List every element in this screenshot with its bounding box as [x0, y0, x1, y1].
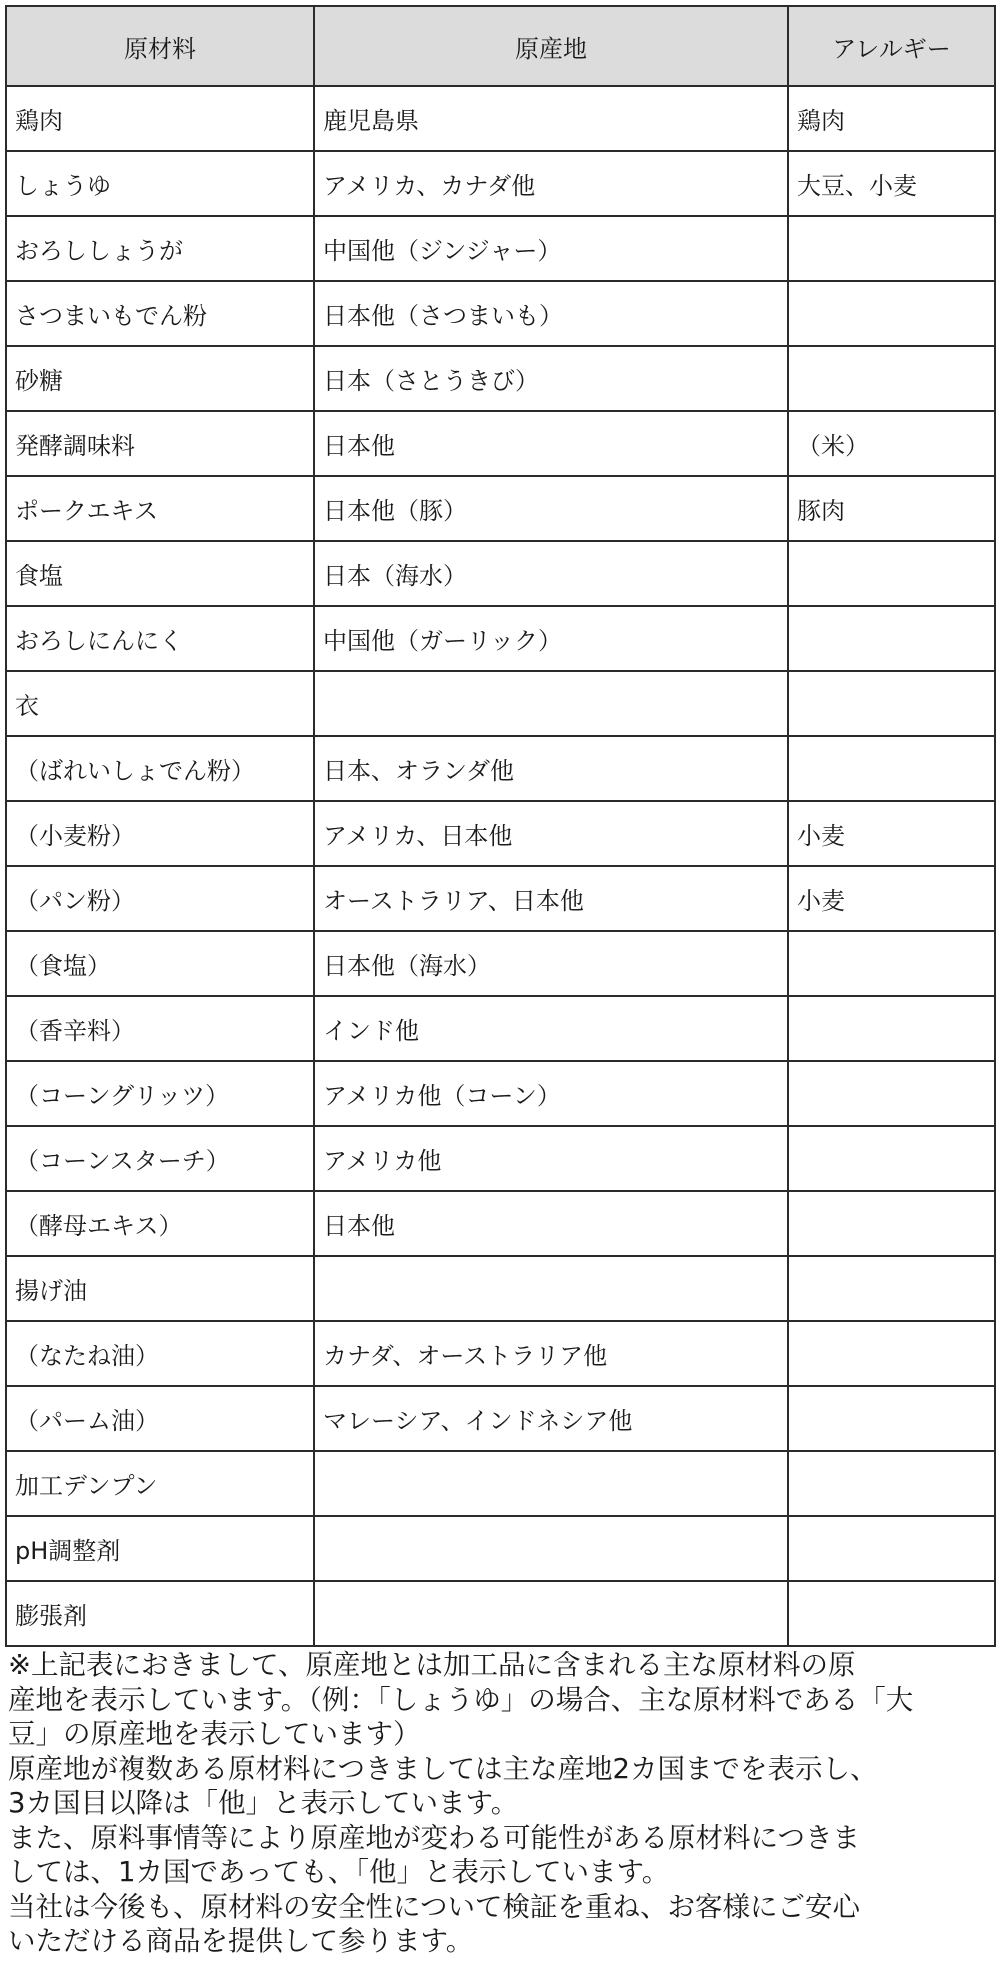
origin-cell: 日本他 — [314, 1191, 788, 1256]
origin-cell — [314, 1581, 788, 1646]
origin-cell: アメリカ他（コーン） — [314, 1061, 788, 1126]
ingredient-cell: （酵母エキス） — [6, 1191, 314, 1256]
table-row — [6, 1256, 995, 1321]
header-ingredient: 原材料 — [6, 6, 314, 86]
allergy-cell — [788, 1321, 995, 1386]
allergy-cell — [788, 541, 995, 606]
origin-cell — [314, 671, 788, 736]
allergy-cell — [788, 1451, 995, 1516]
table-row — [6, 86, 995, 151]
table-row — [6, 1191, 995, 1256]
table-row — [6, 1516, 995, 1581]
origin-cell: 日本他（海水） — [314, 931, 788, 996]
ingredient-cell: （小麦粉） — [6, 801, 314, 866]
header-origin: 原産地 — [314, 6, 788, 86]
table-row — [6, 1581, 995, 1646]
table-row — [6, 281, 995, 346]
allergy-cell: 小麦 — [788, 866, 995, 931]
allergy-cell — [788, 346, 995, 411]
allergy-cell: 鶏肉 — [788, 86, 995, 151]
table-row — [6, 1061, 995, 1126]
table-row — [6, 411, 995, 476]
footnote-line: いただける商品を提供して参ります。 — [8, 1925, 474, 1957]
table-row — [6, 216, 995, 281]
allergy-cell — [788, 931, 995, 996]
footnote-line: 当社は今後も、原材料の安全性について検証を重ね、お客様にご安心 — [8, 1890, 860, 1923]
ingredient-cell: しょうゆ — [6, 151, 314, 216]
allergy-cell — [788, 1256, 995, 1321]
origin-cell: 日本（さとうきび） — [314, 346, 788, 411]
allergy-cell: （米） — [788, 411, 995, 476]
origin-cell: カナダ、オーストラリア他 — [314, 1321, 788, 1386]
origin-cell: 中国他（ジンジャー） — [314, 216, 788, 281]
allergy-cell — [788, 1516, 995, 1581]
footnote-text — [8, 1648, 994, 1959]
allergy-cell: 大豆、小麦 — [788, 151, 995, 216]
ingredient-cell: 衣 — [6, 671, 314, 736]
allergy-cell — [788, 1581, 995, 1646]
origin-cell: マレーシア、インドネシア他 — [314, 1386, 788, 1451]
table-row — [6, 736, 995, 801]
ingredient-cell: 揚げ油 — [6, 1256, 314, 1321]
table-row — [6, 1386, 995, 1451]
table-row — [6, 346, 995, 411]
allergy-cell — [788, 216, 995, 281]
ingredient-cell: 砂糖 — [6, 346, 314, 411]
table-row — [6, 671, 995, 736]
ingredient-cell: （コーングリッツ） — [6, 1061, 314, 1126]
allergy-cell — [788, 996, 995, 1061]
origin-cell: アメリカ、日本他 — [314, 801, 788, 866]
origin-cell: 日本他 — [314, 411, 788, 476]
table-row — [6, 1321, 995, 1386]
origin-cell: 鹿児島県 — [314, 86, 788, 151]
table-row — [6, 541, 995, 606]
table-row — [6, 151, 995, 216]
ingredient-cell: （なたね油） — [6, 1321, 314, 1386]
ingredient-cell: 鶏肉 — [6, 86, 314, 151]
origin-cell — [314, 1256, 788, 1321]
ingredient-cell: （食塩） — [6, 931, 314, 996]
table-row — [6, 866, 995, 931]
footnote-line: 3カ国目以降は「他」と表示しています。 — [8, 1787, 519, 1819]
ingredient-cell: （ばれいしょでん粉） — [6, 736, 314, 801]
allergy-cell — [788, 606, 995, 671]
ingredient-cell: 加工デンプン — [6, 1451, 314, 1516]
allergy-cell: 小麦 — [788, 801, 995, 866]
allergy-cell: 豚肉 — [788, 476, 995, 541]
ingredient-cell: ポークエキス — [6, 476, 314, 541]
footnote-line: 原産地が複数ある原材料につきましては主な産地2カ国までを表示し、 — [8, 1752, 878, 1785]
allergy-cell — [788, 1191, 995, 1256]
allergy-cell — [788, 671, 995, 736]
ingredient-cell: （パン粉） — [6, 866, 314, 931]
allergy-cell — [788, 1061, 995, 1126]
footnote-line: ※上記表におきまして、原産地とは加工品に含まれる主な原材料の原 — [8, 1649, 856, 1681]
ingredient-cell: さつまいもでん粉 — [6, 281, 314, 346]
table-body — [6, 86, 995, 1646]
origin-cell: アメリカ、カナダ他 — [314, 151, 788, 216]
origin-cell: アメリカ他 — [314, 1126, 788, 1191]
footnote-line: 産地を表示しています。（例：「しょうゆ」の場合、主な原材料である「大 — [8, 1683, 914, 1716]
table-header-row — [6, 6, 995, 86]
origin-cell: 中国他（ガーリック） — [314, 606, 788, 671]
allergy-cell — [788, 736, 995, 801]
origin-cell: 日本他（豚） — [314, 476, 788, 541]
table-row — [6, 996, 995, 1061]
ingredient-cell: pH調整剤 — [6, 1516, 314, 1581]
ingredient-cell: （香辛料） — [6, 996, 314, 1061]
origin-cell: 日本他（さつまいも） — [314, 281, 788, 346]
table-row — [6, 801, 995, 866]
ingredient-cell: （パーム油） — [6, 1386, 314, 1451]
allergy-cell — [788, 1126, 995, 1191]
origin-cell — [314, 1451, 788, 1516]
table-row — [6, 931, 995, 996]
allergy-cell — [788, 281, 995, 346]
allergy-cell — [788, 1386, 995, 1451]
table-row — [6, 1126, 995, 1191]
ingredient-cell: 発酵調味料 — [6, 411, 314, 476]
origin-cell: インド他 — [314, 996, 788, 1061]
origin-cell: オーストラリア、日本他 — [314, 866, 788, 931]
ingredient-cell: （コーンスターチ） — [6, 1126, 314, 1191]
origin-cell — [314, 1516, 788, 1581]
table-row — [6, 476, 995, 541]
table-row — [6, 1451, 995, 1516]
ingredient-cell: おろしにんにく — [6, 606, 314, 671]
ingredient-cell: 食塩 — [6, 541, 314, 606]
footnote-line: しては、1カ国であっても、「他」と表示しています。 — [8, 1856, 670, 1888]
footnote-line: 豆」の原産地を表示しています） — [8, 1718, 421, 1750]
ingredient-cell: 膨張剤 — [6, 1581, 314, 1646]
footnote-line: また、原料事情等により原産地が変わる可能性がある原材料につきま — [8, 1821, 860, 1854]
header-allergy: アレルギー — [788, 6, 995, 86]
origin-cell: 日本（海水） — [314, 541, 788, 606]
ingredient-cell: おろししょうが — [6, 216, 314, 281]
origin-cell: 日本、オランダ他 — [314, 736, 788, 801]
table-row — [6, 606, 995, 671]
ingredients-origin-table — [5, 5, 996, 1647]
